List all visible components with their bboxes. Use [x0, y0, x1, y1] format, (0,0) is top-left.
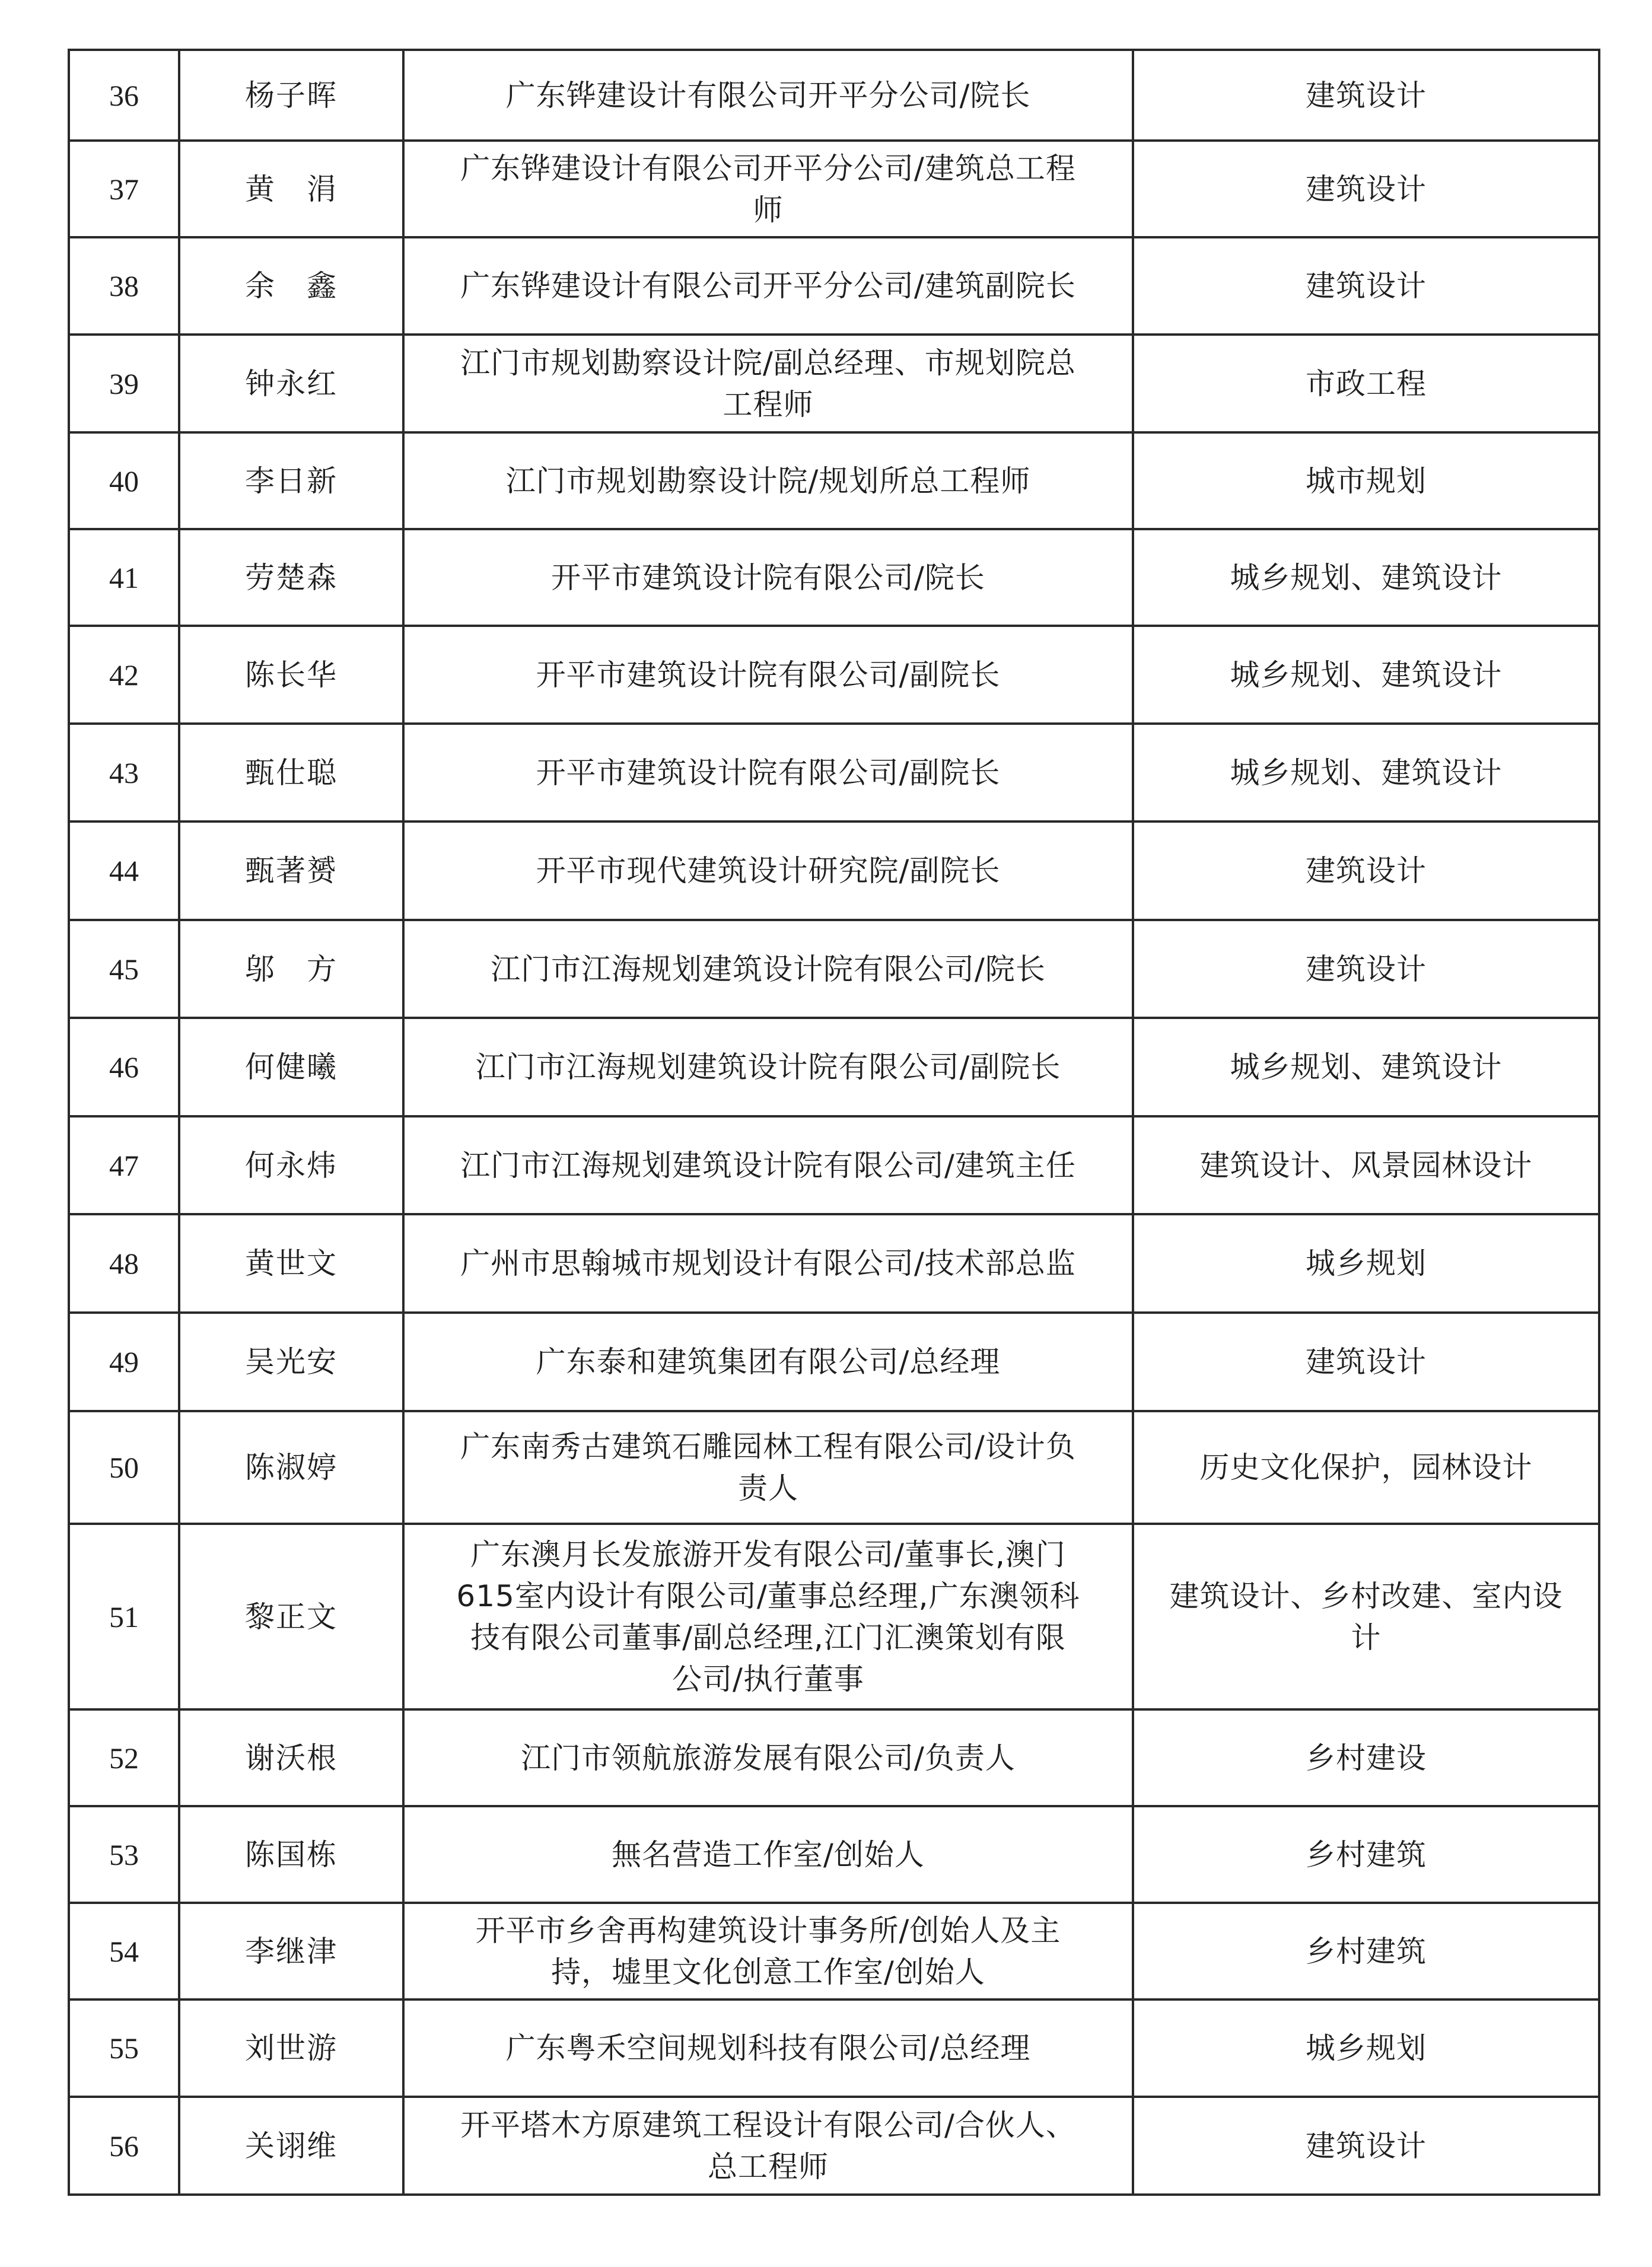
person-name: 刘世游: [179, 1999, 403, 2097]
specialty-field: [1133, 822, 1599, 920]
organization-line: 师: [753, 192, 784, 227]
organization-line: 江门市江海规划建筑设计院有限公司/副院长: [475, 1050, 1061, 1084]
organization-line: 广东澳月长发旅游开发有限公司/董事长,澳门: [470, 1537, 1066, 1572]
specialty-field: [1133, 335, 1599, 432]
specialty-field: [1133, 1903, 1599, 1999]
row-number: 49: [69, 1313, 179, 1411]
person-name: 杨子晖: [179, 50, 403, 141]
organization-line: 615室内设计有限公司/董事总经理,广东澳领科: [456, 1578, 1080, 1613]
table-row: [69, 1903, 1599, 1999]
row-number: 47: [69, 1116, 179, 1214]
row-number: 42: [69, 626, 179, 724]
specialty-line: 建筑设计: [1306, 269, 1427, 303]
organization-line: 江门市规划勘察设计院/副总经理、市规划院总: [460, 345, 1076, 380]
table-row: [69, 432, 1599, 529]
organization-line: 江门市江海规划建筑设计院有限公司/建筑主任: [460, 1148, 1076, 1183]
organization-position: [403, 1903, 1133, 1999]
specialty-field: [1133, 237, 1599, 335]
specialty-field: [1133, 1411, 1599, 1524]
organization-line: 公司/执行董事: [672, 1661, 864, 1696]
organization-position: [403, 1806, 1133, 1903]
organization-position: [403, 1313, 1133, 1411]
person-name: 陈淑婷: [179, 1411, 403, 1524]
person-name: 劳楚森: [179, 529, 403, 626]
person-name: 钟永红: [179, 335, 403, 432]
organization-line: 持，墟里文化创意工作室/创始人: [551, 1954, 985, 1989]
specialty-field: [1133, 626, 1599, 724]
organization-line: 开平市乡舍再构建筑设计事务所/创始人及主: [475, 1913, 1061, 1948]
organization-line: 技有限公司董事/副总经理,江门汇澳策划有限: [470, 1620, 1066, 1655]
table-row: [69, 1214, 1599, 1313]
specialty-line: 建筑设计、风景园林设计: [1199, 1148, 1533, 1183]
row-number: 48: [69, 1214, 179, 1313]
specialty-line: 城乡规划: [1306, 2031, 1427, 2065]
specialty-line: 城市规划: [1306, 463, 1427, 498]
organization-line: 江门市领航旅游发展有限公司/负责人: [521, 1740, 1016, 1775]
table-row: [69, 822, 1599, 920]
person-name: 余 鑫: [179, 237, 403, 335]
organization-position: [403, 432, 1133, 529]
organization-position: [403, 724, 1133, 822]
row-number: 40: [69, 432, 179, 529]
person-name: 陈国栋: [179, 1806, 403, 1903]
organization-line: 無名营造工作室/创始人: [612, 1837, 925, 1872]
person-name: 黄世文: [179, 1214, 403, 1313]
person-name: 黎正文: [179, 1524, 403, 1709]
table-row: [69, 1018, 1599, 1116]
specialty-field: [1133, 1018, 1599, 1116]
row-number: 55: [69, 1999, 179, 2097]
table-row: [69, 1313, 1599, 1411]
specialty-field: [1133, 432, 1599, 529]
organization-line: 广州市思翰城市规划设计有限公司/技术部总监: [460, 1246, 1076, 1281]
specialty-line: 建筑设计、乡村改建、室内设: [1169, 1578, 1563, 1613]
organization-line: 开平市现代建筑设计研究院/副院长: [536, 854, 1001, 888]
organization-line: 开平市建筑设计院有限公司/副院长: [536, 755, 1001, 790]
roster-sheet: [68, 49, 1598, 2196]
specialty-line: 乡村建筑: [1306, 1934, 1427, 1969]
organization-position: [403, 237, 1133, 335]
person-name: 关诩维: [179, 2097, 403, 2195]
organization-position: [403, 626, 1133, 724]
row-number: 56: [69, 2097, 179, 2195]
specialty-line: 建筑设计: [1306, 2128, 1427, 2163]
row-number: 45: [69, 920, 179, 1018]
organization-line: 广东泰和建筑集团有限公司/总经理: [536, 1345, 1001, 1379]
table-row: [69, 626, 1599, 724]
organization-line: 责人: [738, 1471, 798, 1505]
table-row: [69, 724, 1599, 822]
specialty-line: 市政工程: [1306, 366, 1427, 401]
organization-line: 开平市建筑设计院有限公司/副院长: [536, 657, 1001, 692]
table-row: [69, 237, 1599, 335]
organization-position: [403, 822, 1133, 920]
table-row: [69, 1709, 1599, 1806]
organization-position: [403, 2097, 1133, 2195]
organization-line: 江门市规划勘察设计院/规划所总工程师: [505, 463, 1031, 498]
table-row: [69, 1524, 1599, 1709]
person-name: 邬 方: [179, 920, 403, 1018]
table-row: [69, 141, 1599, 237]
organization-position: [403, 529, 1133, 626]
specialty-line: 城乡规划、建筑设计: [1230, 1050, 1503, 1084]
specialty-field: [1133, 1709, 1599, 1806]
row-number: 46: [69, 1018, 179, 1116]
person-name: 陈长华: [179, 626, 403, 724]
table-row: [69, 529, 1599, 626]
expert-roster-table: [68, 49, 1600, 2196]
person-name: 谢沃根: [179, 1709, 403, 1806]
specialty-field: [1133, 1116, 1599, 1214]
row-number: 54: [69, 1903, 179, 1999]
person-name: 甄著赟: [179, 822, 403, 920]
organization-line: 开平塔木方原建筑工程设计有限公司/合伙人、: [460, 2107, 1076, 2142]
table-row: [69, 50, 1599, 141]
specialty-field: [1133, 724, 1599, 822]
organization-line: 工程师: [722, 387, 814, 422]
specialty-field: [1133, 1214, 1599, 1313]
person-name: 何永炜: [179, 1116, 403, 1214]
organization-position: [403, 1214, 1133, 1313]
organization-line: 广东南秀古建筑石雕园林工程有限公司/设计负: [460, 1429, 1076, 1464]
row-number: 43: [69, 724, 179, 822]
organization-position: [403, 1116, 1133, 1214]
person-name: 李继津: [179, 1903, 403, 1999]
specialty-field: [1133, 50, 1599, 141]
organization-line: 广东铧建设计有限公司开平分公司/建筑副院长: [460, 269, 1076, 303]
organization-position: [403, 141, 1133, 237]
row-number: 44: [69, 822, 179, 920]
organization-line: 开平市建筑设计院有限公司/院长: [551, 560, 985, 595]
specialty-line: 城乡规划、建筑设计: [1230, 755, 1503, 790]
specialty-field: [1133, 141, 1599, 237]
person-name: 李日新: [179, 432, 403, 529]
row-number: 39: [69, 335, 179, 432]
row-number: 38: [69, 237, 179, 335]
roster-body: [69, 50, 1599, 2195]
specialty-line: 城乡规划、建筑设计: [1230, 560, 1503, 595]
row-number: 36: [69, 50, 179, 141]
organization-line: 江门市江海规划建筑设计院有限公司/院长: [491, 951, 1046, 986]
specialty-line: 建筑设计: [1306, 78, 1427, 113]
specialty-line: 历史文化保护，园林设计: [1199, 1450, 1533, 1485]
organization-position: [403, 335, 1133, 432]
row-number: 51: [69, 1524, 179, 1709]
person-name: 吴光安: [179, 1313, 403, 1411]
organization-line: 总工程师: [708, 2149, 829, 2184]
organization-line: 广东铧建设计有限公司开平分公司/建筑总工程: [460, 151, 1076, 186]
specialty-line: 建筑设计: [1306, 1345, 1427, 1379]
table-row: [69, 1411, 1599, 1524]
organization-position: [403, 920, 1133, 1018]
organization-position: [403, 50, 1133, 141]
specialty-line: 城乡规划、建筑设计: [1230, 657, 1503, 692]
organization-line: 广东铧建设计有限公司开平分公司/院长: [505, 78, 1031, 113]
organization-position: [403, 1411, 1133, 1524]
row-number: 50: [69, 1411, 179, 1524]
specialty-line: 建筑设计: [1306, 171, 1427, 206]
row-number: 52: [69, 1709, 179, 1806]
specialty-line: 乡村建设: [1306, 1740, 1427, 1775]
table-row: [69, 1116, 1599, 1214]
specialty-field: [1133, 2097, 1599, 2195]
table-row: [69, 335, 1599, 432]
person-name: 何健曦: [179, 1018, 403, 1116]
specialty-field: [1133, 1313, 1599, 1411]
table-row: [69, 1999, 1599, 2097]
table-row: [69, 2097, 1599, 2195]
person-name: 甄仕聪: [179, 724, 403, 822]
specialty-field: [1133, 529, 1599, 626]
organization-position: [403, 1524, 1133, 1709]
specialty-field: [1133, 920, 1599, 1018]
specialty-line: 城乡规划: [1306, 1246, 1427, 1281]
table-row: [69, 920, 1599, 1018]
specialty-field: [1133, 1806, 1599, 1903]
row-number: 53: [69, 1806, 179, 1903]
table-row: [69, 1806, 1599, 1903]
specialty-field: [1133, 1524, 1599, 1709]
organization-line: 广东粤禾空间规划科技有限公司/总经理: [505, 2031, 1031, 2065]
specialty-line: 计: [1351, 1620, 1382, 1655]
row-number: 41: [69, 529, 179, 626]
specialty-line: 乡村建筑: [1306, 1837, 1427, 1872]
specialty-field: [1133, 1999, 1599, 2097]
row-number: 37: [69, 141, 179, 237]
organization-position: [403, 1018, 1133, 1116]
organization-position: [403, 1709, 1133, 1806]
specialty-line: 建筑设计: [1306, 854, 1427, 888]
person-name: 黄 涓: [179, 141, 403, 237]
organization-position: [403, 1999, 1133, 2097]
specialty-line: 建筑设计: [1306, 951, 1427, 986]
